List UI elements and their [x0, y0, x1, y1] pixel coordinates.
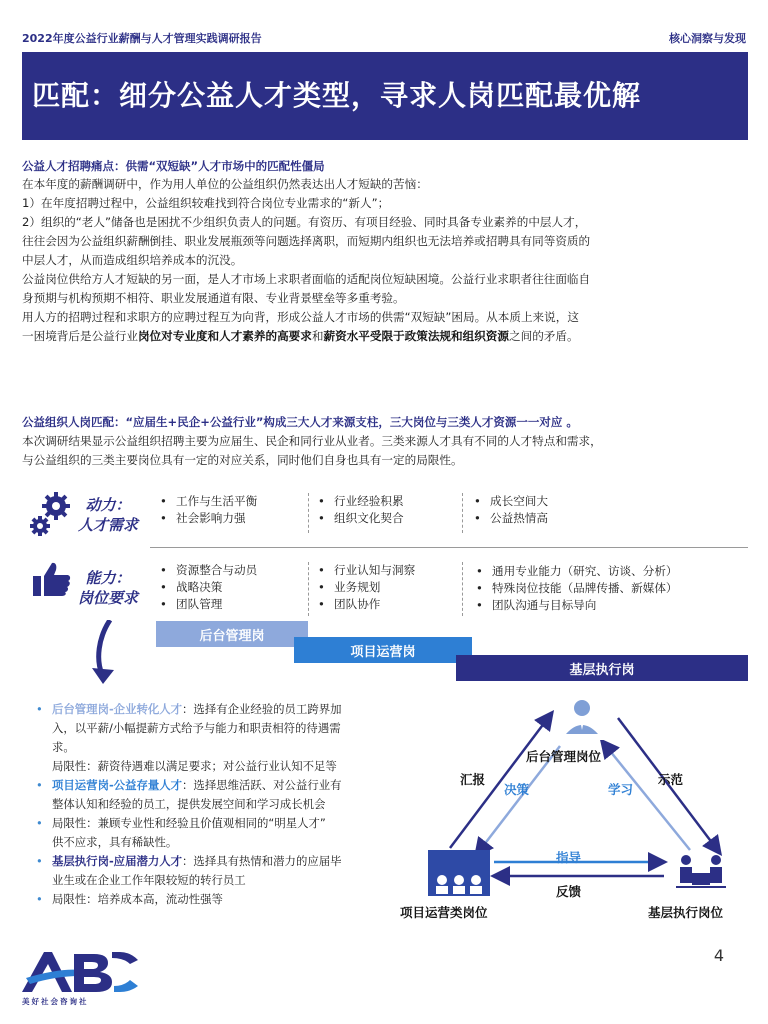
limit-item: 局限性：薪资待遇难以满足要求；对公益行业认知不足等 — [52, 759, 337, 773]
section1-line: 公益岗位供给方人才短缺的另一面，是人才市场上求职者面临的适配岗位短缺困境。公益行业求职者往往面临自 — [22, 272, 591, 286]
details-list — [36, 700, 420, 909]
limit-item: • 局限性：培养成本高，流动性强等 — [36, 892, 223, 906]
report-title: 2022年度公益行业薪酬与人才管理实践调研报告 — [22, 32, 262, 45]
node-back-office: 后台管理岗位 — [526, 749, 602, 764]
section2-line: 本次调研结果显示公益组织招聘主要为应届生、民企和同行业从业者。三类来源人才具有不同的人才特点和需求， — [22, 434, 602, 448]
step-project-ops: 项目运营岗 — [294, 637, 472, 663]
label-learn: 学习 — [608, 782, 634, 797]
section2-body — [22, 432, 602, 470]
section1-line: 2）组织的“老人”储备也是困扰不少组织负责人的问题。有资历、有项目经验、同时具备专业素养的中层人才， — [22, 215, 587, 229]
thumbs-up-icon — [32, 560, 72, 602]
limit-item: • 局限性：兼顾专业性和经验且价值观相同的“明星人才” 供不应求，具有稀缺性。 — [36, 816, 326, 849]
step-frontline: 基层执行岗 — [456, 655, 748, 681]
step-back-office: 后台管理岗 — [156, 621, 308, 647]
capability-col-1 — [160, 562, 257, 613]
list-item: • 通用专业能力（研究、访谈、分析） — [476, 563, 678, 580]
list-item: • 资源整合与动员 — [160, 562, 257, 579]
list-item: • 业务规划 — [318, 579, 415, 596]
divider — [308, 562, 309, 616]
list-item: • 战略决策 — [160, 579, 257, 596]
list-item: • 团队管理 — [160, 596, 257, 613]
abc-logo — [20, 948, 140, 998]
down-arrow-icon — [90, 620, 120, 690]
list-item: • 行业经验积累 — [318, 493, 404, 510]
section1-line: 往往会因为公益组织薪酬倒挂、职业发展瓶颈等问题选择离职，而短期内组织也无法培养或招聘具有同等资质的 — [22, 234, 591, 248]
relationship-diagram — [420, 690, 760, 930]
page-number: 4 — [713, 946, 724, 965]
section1-body — [22, 175, 590, 346]
motivation-col-1 — [160, 493, 257, 527]
section1-title: 公益人才招聘痛点：供需“双短缺”人才市场中的匹配性僵局 — [22, 159, 325, 173]
list-item: • 成长空间大 — [474, 493, 548, 510]
list-item: • 工作与生活平衡 — [160, 493, 257, 510]
divider — [462, 493, 463, 533]
list-item: • 公益热情高 — [474, 510, 548, 527]
section1-line: 中层人才，从而造成组织培养成本的沉没。 — [22, 253, 243, 267]
section1-line: 在本年度的薪酬调研中，作为用人单位的公益组织仍然表达出人才短缺的苦恼： — [22, 177, 428, 191]
capability-label: 能力： 岗位要求 — [77, 569, 138, 607]
section2-line: 与公益组织的三类主要岗位具有一定的对应关系，同时他们自身也具有一定的局限性。 — [22, 453, 463, 467]
node-frontline: 基层执行岗位 — [648, 905, 724, 920]
section1-last-line: 一困境背后是公益行业岗位对专业度和人才素养的高要求和薪资水平受限于政策法规和组织资源之间的矛盾。 — [22, 329, 579, 343]
logo-subtitle: 美好社会咨询社 — [22, 997, 89, 1006]
list-item: • 社会影响力强 — [160, 510, 257, 527]
list-item: • 行业认知与洞察 — [318, 562, 415, 579]
capability-col-2 — [318, 562, 415, 613]
list-item: • 项目运营岗-公益存量人才：选择思维活跃、对公益行业有 整体认知和经验的员工，提供发展空间和学习成长机会 — [36, 778, 342, 811]
label-decision: 决策 — [504, 782, 530, 797]
label-demonstrate: 示范 — [658, 772, 684, 787]
list-item: • 团队协作 — [318, 596, 415, 613]
motivation-col-3 — [474, 493, 548, 527]
section1-line: 用人方的招聘过程和求职方的应聘过程互为向背，形成公益人才市场的供需“双短缺”困局。从本质上来说，这 — [22, 310, 579, 324]
page-title: 匹配：细分公益人才类型，寻求人岗匹配最优解 — [32, 79, 642, 112]
section1-line: 身预期与机构预期不相符、职业发展通道有限、专业背景壁垒等多重考验。 — [22, 291, 405, 305]
matrix-divider — [150, 547, 748, 548]
divider — [308, 493, 309, 533]
section1-line: 1）在年度招聘过程中，公益组织较难找到符合岗位专业需求的“新人”； — [22, 196, 390, 210]
list-item: • 后台管理岗-企业转化人才：选择有企业经验的员工跨界加 入，以平薪/小幅提薪方式给予与能力和职责相符的待遇需 求。 — [36, 702, 342, 754]
node-project-ops: 项目运营类岗位 — [400, 905, 488, 920]
section-label: 核心洞察与发现 — [669, 32, 746, 45]
list-item: • 团队沟通与目标导向 — [476, 597, 678, 614]
divider — [462, 562, 463, 616]
list-item: • 组织文化契合 — [318, 510, 404, 527]
list-item: • 基层执行岗-应届潜力人才：选择具有热情和潜力的应届毕 业生或在企业工作年限较短的转行员工 — [36, 854, 342, 887]
motivation-label: 动力： 人才需求 — [77, 496, 138, 534]
label-report: 汇报 — [460, 772, 486, 787]
list-item: • 特殊岗位技能（品牌传播、新媒体） — [476, 580, 678, 597]
capability-col-3 — [476, 563, 678, 614]
motivation-col-2 — [318, 493, 404, 527]
label-guide: 指导 — [556, 850, 582, 865]
label-feedback: 反馈 — [556, 884, 582, 899]
section2-title: 公益组织人岗匹配：“应届生+民企+公益行业”构成三大人才来源支柱，三大岗位与三类人才资源一一对应 。 — [22, 415, 578, 429]
